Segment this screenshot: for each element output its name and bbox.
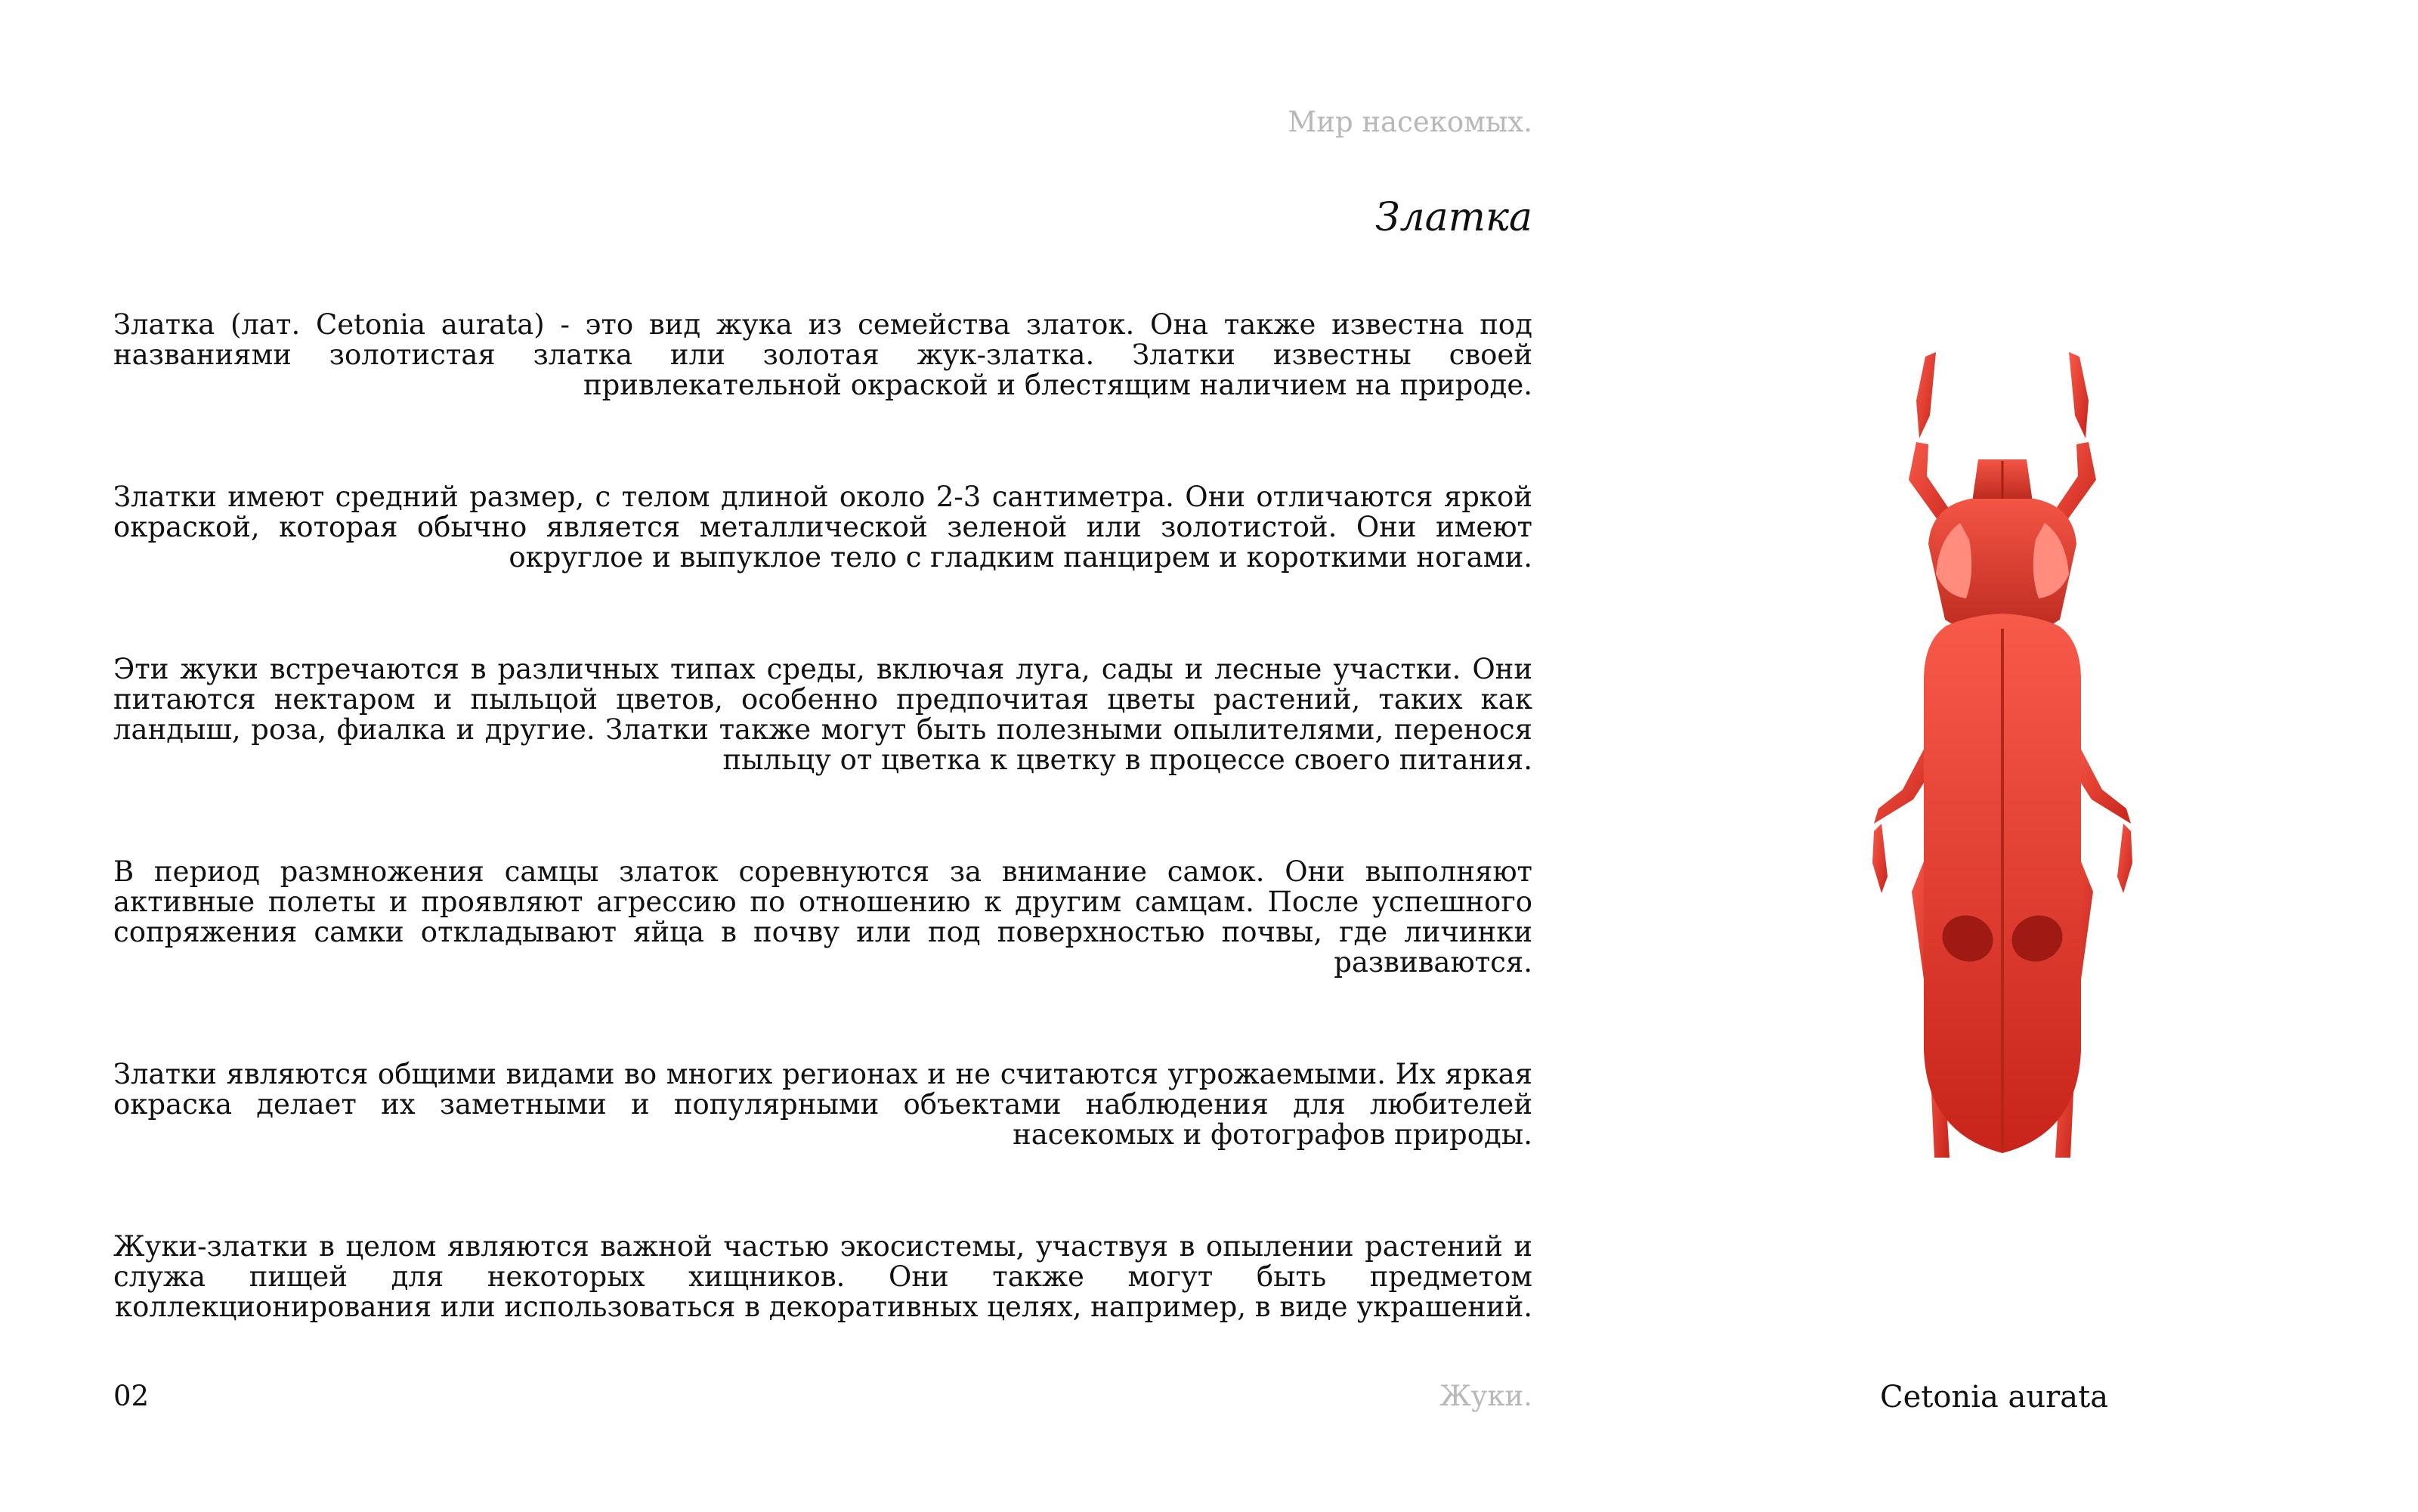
series-title: Мир насекомых.: [1288, 106, 1532, 138]
article-paragraph: Эти жуки встречаются в различных типах среды, включая луга, сады и лесные участки. Они питаются нектаром и пыльцой цветов, особенно предпочитая цветы растений, таких как ландыш, роза, фиалка и другие. Златки также могут быть полезными опылителями, перенося пыльцу от цветка к цветку в процессе своего питания.: [113, 653, 1532, 776]
article-paragraph: Златка (лат. Cetonia aurata) - это вид жука из семейства златок. Она также известна под названиями золотистая златка или золотая жук-златка. Златки известны своей привлекательной окраской и блестящим наличием на природе.: [113, 308, 1532, 401]
beetle-icon: [1768, 348, 2237, 1179]
article-paragraph: Златки имеют средний размер, с телом длиной около 2-3 сантиметра. Они отличаются яркой окраской, которая обычно является металлической зеленой или золотистой. Они имеют округлое и выпуклое тело с гладким панцирем и короткими ногами.: [113, 481, 1532, 574]
article-paragraph: В период размножения самцы златок соревнуются за внимание самок. Они выполняют активные полеты и проявляют агрессию по отношению к другим самцам. После успешного сопряжения самки откладывают яйца в почву или под поверхностью почвы, где личинки развиваются.: [113, 855, 1532, 979]
article-body: [113, 310, 1532, 1404]
article-paragraph: Златки являются общими видами во многих регионах и не считаются угрожаемыми. Их яркая окраска делает их заметными и популярными объектами наблюдения для любителей насекомых и фотографов природы.: [113, 1058, 1532, 1151]
page-number: 02: [113, 1380, 150, 1412]
article-paragraph: Жуки-златки в целом являются важной частью экосистемы, участвуя в опылении растений и служа пищей для некоторых хищников. Они также могут быть предметом коллекционирования или использоваться в декоративных целях, например, в виде украшений.: [113, 1230, 1532, 1323]
species-caption: Cetonia aurata: [1880, 1380, 2109, 1415]
section-title: Жуки.: [1439, 1380, 1532, 1412]
page-title: Златка: [1375, 195, 1532, 240]
